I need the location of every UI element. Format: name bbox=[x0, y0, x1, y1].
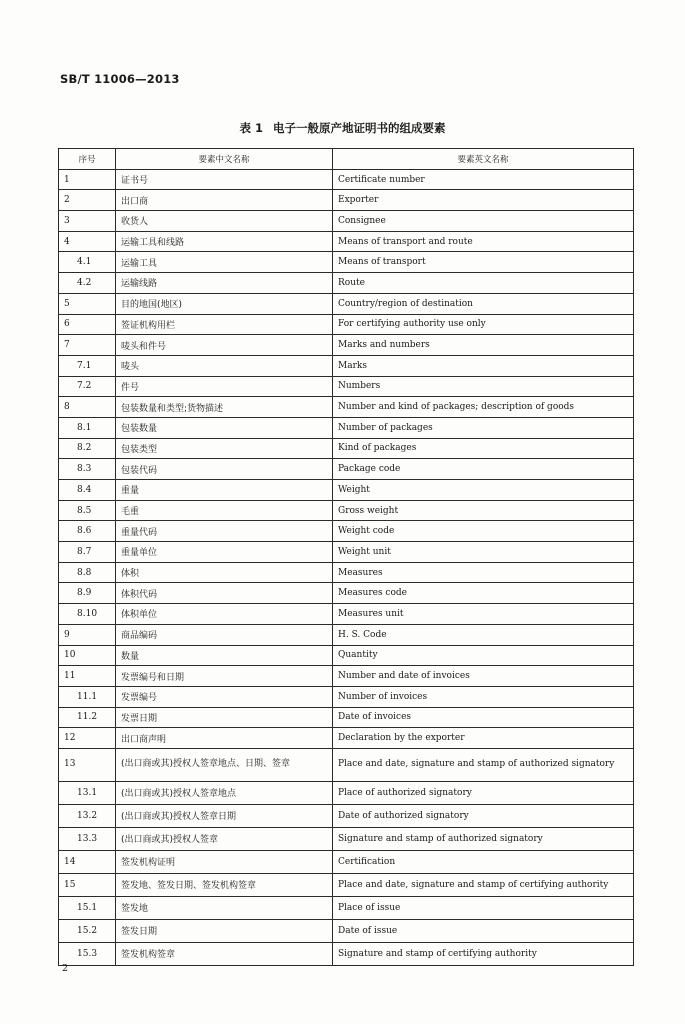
table-number: 表 1 bbox=[239, 121, 263, 135]
row-english-name: Declaration by the exporter bbox=[333, 728, 634, 749]
row-number: 8.9 bbox=[59, 583, 116, 604]
table-row bbox=[59, 728, 634, 749]
row-chinese-name: 出口商声明 bbox=[116, 728, 333, 749]
row-chinese-name: 体积单位 bbox=[116, 604, 333, 625]
table-row bbox=[59, 562, 634, 583]
row-english-name: Means of transport bbox=[333, 252, 634, 273]
row-english-name: Place of issue bbox=[333, 896, 634, 919]
row-english-name: Place and date, signature and stamp of certifying authority bbox=[333, 873, 634, 896]
row-english-name: Weight bbox=[333, 480, 634, 501]
row-number: 9 bbox=[59, 624, 116, 645]
row-chinese-name: 唛头 bbox=[116, 355, 333, 376]
row-english-name: Signature and stamp of certifying authority bbox=[333, 942, 634, 965]
table-row bbox=[59, 542, 634, 563]
row-chinese-name: 件号 bbox=[116, 376, 333, 397]
table-row bbox=[59, 355, 634, 376]
row-english-name: Place of authorized signatory bbox=[333, 781, 634, 804]
column-header-cn: 要素中文名称 bbox=[116, 149, 333, 170]
row-chinese-name: 运输工具 bbox=[116, 252, 333, 273]
table-row bbox=[59, 252, 634, 273]
row-english-name: Gross weight bbox=[333, 500, 634, 521]
table-row bbox=[59, 293, 634, 314]
row-chinese-name: 签证机构用栏 bbox=[116, 314, 333, 335]
row-chinese-name: 包装数量 bbox=[116, 417, 333, 438]
row-number: 4 bbox=[59, 231, 116, 252]
row-english-name: Weight unit bbox=[333, 542, 634, 563]
table-row bbox=[59, 666, 634, 687]
row-number: 15 bbox=[59, 873, 116, 896]
row-number: 15.3 bbox=[59, 942, 116, 965]
row-chinese-name: 签发地 bbox=[116, 896, 333, 919]
row-english-name: Number of invoices bbox=[333, 686, 634, 707]
row-chinese-name: 签发地、签发日期、签发机构签章 bbox=[116, 873, 333, 896]
table-row bbox=[59, 169, 634, 190]
row-chinese-name: 发票日期 bbox=[116, 707, 333, 728]
row-number: 13 bbox=[59, 748, 116, 781]
table-row bbox=[59, 480, 634, 501]
table-row bbox=[59, 781, 634, 804]
table-row bbox=[59, 335, 634, 356]
row-english-name: Number and date of invoices bbox=[333, 666, 634, 687]
row-english-name: Certificate number bbox=[333, 169, 634, 190]
row-chinese-name: 商品编码 bbox=[116, 624, 333, 645]
table-row bbox=[59, 397, 634, 418]
standard-code: SB/T 11006—2013 bbox=[60, 72, 180, 86]
row-chinese-name: 毛重 bbox=[116, 500, 333, 521]
table-row bbox=[59, 850, 634, 873]
table-row bbox=[59, 417, 634, 438]
row-number: 8.2 bbox=[59, 438, 116, 459]
table-row bbox=[59, 459, 634, 480]
table-row bbox=[59, 583, 634, 604]
row-chinese-name: 数量 bbox=[116, 645, 333, 666]
row-chinese-name: (出口商或其)授权人签章地点、日期、签章 bbox=[116, 748, 333, 781]
table-row bbox=[59, 624, 634, 645]
table-row bbox=[59, 500, 634, 521]
row-chinese-name: 目的地国(地区) bbox=[116, 293, 333, 314]
row-number: 8.1 bbox=[59, 417, 116, 438]
table-row bbox=[59, 521, 634, 542]
row-chinese-name: (出口商或其)授权人签章 bbox=[116, 827, 333, 850]
row-english-name: Consignee bbox=[333, 211, 634, 232]
row-number: 7.2 bbox=[59, 376, 116, 397]
row-chinese-name: 发票编号和日期 bbox=[116, 666, 333, 687]
row-chinese-name: 包装代码 bbox=[116, 459, 333, 480]
table-caption: 电子一般原产地证明书的组成要素 bbox=[273, 121, 446, 135]
row-english-name: H. S. Code bbox=[333, 624, 634, 645]
row-number: 7.1 bbox=[59, 355, 116, 376]
elements-table bbox=[58, 148, 634, 966]
table-row bbox=[59, 827, 634, 850]
table-row bbox=[59, 314, 634, 335]
table-row bbox=[59, 804, 634, 827]
row-english-name: Signature and stamp of authorized signatory bbox=[333, 827, 634, 850]
row-chinese-name: 签发机构证明 bbox=[116, 850, 333, 873]
row-chinese-name: 证书号 bbox=[116, 169, 333, 190]
row-english-name: Country/region of destination bbox=[333, 293, 634, 314]
row-chinese-name: 体积 bbox=[116, 562, 333, 583]
row-english-name: Measures bbox=[333, 562, 634, 583]
page-number: 2 bbox=[62, 963, 69, 974]
row-number: 15.2 bbox=[59, 919, 116, 942]
row-number: 6 bbox=[59, 314, 116, 335]
row-english-name: Means of transport and route bbox=[333, 231, 634, 252]
table-row bbox=[59, 376, 634, 397]
row-english-name: Route bbox=[333, 273, 634, 294]
row-number: 10 bbox=[59, 645, 116, 666]
row-chinese-name: 收货人 bbox=[116, 211, 333, 232]
row-number: 8.5 bbox=[59, 500, 116, 521]
row-chinese-name: 包装类型 bbox=[116, 438, 333, 459]
row-number: 12 bbox=[59, 728, 116, 749]
row-number: 3 bbox=[59, 211, 116, 232]
row-chinese-name: 包装数量和类型;货物描述 bbox=[116, 397, 333, 418]
row-chinese-name: 唛头和件号 bbox=[116, 335, 333, 356]
row-english-name: Date of issue bbox=[333, 919, 634, 942]
row-chinese-name: 体积代码 bbox=[116, 583, 333, 604]
row-english-name: Place and date, signature and stamp of authorized signatory bbox=[333, 748, 634, 781]
row-number: 8.10 bbox=[59, 604, 116, 625]
row-number: 4.1 bbox=[59, 252, 116, 273]
row-chinese-name: (出口商或其)授权人签章日期 bbox=[116, 804, 333, 827]
row-chinese-name: (出口商或其)授权人签章地点 bbox=[116, 781, 333, 804]
row-english-name: For certifying authority use only bbox=[333, 314, 634, 335]
row-english-name: Marks and numbers bbox=[333, 335, 634, 356]
column-header-no: 序号 bbox=[59, 149, 116, 170]
table-body bbox=[59, 169, 634, 965]
row-chinese-name: 出口商 bbox=[116, 190, 333, 211]
row-number: 2 bbox=[59, 190, 116, 211]
row-english-name: Date of authorized signatory bbox=[333, 804, 634, 827]
row-number: 1 bbox=[59, 169, 116, 190]
table-row bbox=[59, 942, 634, 965]
table-row bbox=[59, 707, 634, 728]
row-number: 8.4 bbox=[59, 480, 116, 501]
row-english-name: Quantity bbox=[333, 645, 634, 666]
row-english-name: Numbers bbox=[333, 376, 634, 397]
row-english-name: Package code bbox=[333, 459, 634, 480]
row-number: 8.8 bbox=[59, 562, 116, 583]
row-number: 11 bbox=[59, 666, 116, 687]
row-number: 8.7 bbox=[59, 542, 116, 563]
row-english-name: Exporter bbox=[333, 190, 634, 211]
column-header-en: 要素英文名称 bbox=[333, 149, 634, 170]
row-english-name: Date of invoices bbox=[333, 707, 634, 728]
table-row bbox=[59, 686, 634, 707]
row-number: 5 bbox=[59, 293, 116, 314]
row-chinese-name: 重量代码 bbox=[116, 521, 333, 542]
row-number: 7 bbox=[59, 335, 116, 356]
row-number: 13.2 bbox=[59, 804, 116, 827]
row-english-name: Number and kind of packages; description of goods bbox=[333, 397, 634, 418]
table-row bbox=[59, 211, 634, 232]
row-number: 8.3 bbox=[59, 459, 116, 480]
table-header-row bbox=[59, 149, 634, 170]
table-row bbox=[59, 896, 634, 919]
row-english-name: Certification bbox=[333, 850, 634, 873]
row-english-name: Measures unit bbox=[333, 604, 634, 625]
row-chinese-name: 发票编号 bbox=[116, 686, 333, 707]
row-number: 8 bbox=[59, 397, 116, 418]
table-row bbox=[59, 231, 634, 252]
row-chinese-name: 签发机构签章 bbox=[116, 942, 333, 965]
row-chinese-name: 运输工具和线路 bbox=[116, 231, 333, 252]
row-english-name: Kind of packages bbox=[333, 438, 634, 459]
table-row bbox=[59, 438, 634, 459]
row-number: 15.1 bbox=[59, 896, 116, 919]
row-chinese-name: 运输线路 bbox=[116, 273, 333, 294]
row-number: 11.1 bbox=[59, 686, 116, 707]
row-english-name: Measures code bbox=[333, 583, 634, 604]
table-row bbox=[59, 873, 634, 896]
row-english-name: Weight code bbox=[333, 521, 634, 542]
row-number: 8.6 bbox=[59, 521, 116, 542]
row-number: 4.2 bbox=[59, 273, 116, 294]
row-number: 11.2 bbox=[59, 707, 116, 728]
table-row bbox=[59, 604, 634, 625]
row-chinese-name: 重量单位 bbox=[116, 542, 333, 563]
table-row bbox=[59, 190, 634, 211]
table-title bbox=[0, 120, 685, 136]
row-english-name: Marks bbox=[333, 355, 634, 376]
table-row bbox=[59, 273, 634, 294]
row-number: 14 bbox=[59, 850, 116, 873]
row-chinese-name: 重量 bbox=[116, 480, 333, 501]
table-row bbox=[59, 748, 634, 781]
table-row bbox=[59, 919, 634, 942]
row-english-name: Number of packages bbox=[333, 417, 634, 438]
row-number: 13.1 bbox=[59, 781, 116, 804]
row-chinese-name: 签发日期 bbox=[116, 919, 333, 942]
table-row bbox=[59, 645, 634, 666]
row-number: 13.3 bbox=[59, 827, 116, 850]
